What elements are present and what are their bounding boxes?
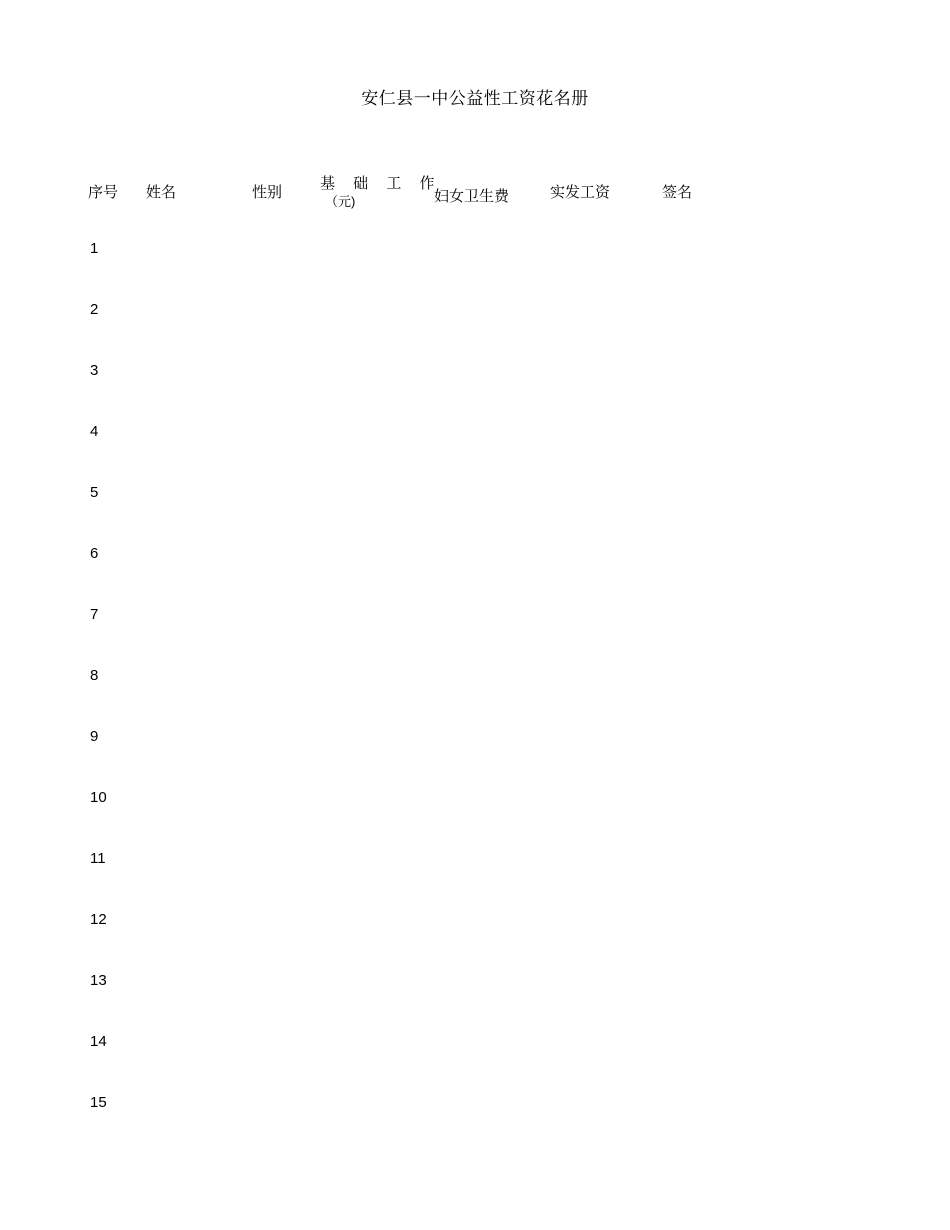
row-seq: 8: [90, 667, 99, 684]
column-header-base-wage: [320, 175, 440, 211]
row-seq: 10: [90, 789, 107, 806]
column-header-name: 姓名: [146, 184, 177, 201]
row-seq: 14: [90, 1033, 107, 1050]
table-row: [88, 789, 708, 850]
table-row: [88, 484, 708, 545]
row-seq: 12: [90, 911, 107, 928]
column-header-seq: 序号: [88, 184, 119, 201]
table-row: [88, 911, 708, 972]
table-row: [88, 240, 708, 301]
row-seq: 9: [90, 728, 99, 745]
table-row: [88, 667, 708, 728]
row-seq: 3: [90, 362, 99, 379]
column-header-sex: 性别: [252, 184, 283, 201]
table-row: [88, 423, 708, 484]
column-header-base-wage-line2: （元): [325, 194, 356, 209]
row-seq: 15: [90, 1094, 107, 1111]
page-title: 安仁县一中公益性工资花名册: [361, 89, 589, 108]
table-row: [88, 850, 708, 911]
column-header-signature: 签名: [662, 184, 693, 201]
row-seq: 2: [90, 301, 99, 318]
row-seq: 7: [90, 606, 99, 623]
table-row: [88, 972, 708, 1033]
row-seq: 13: [90, 972, 107, 989]
row-seq: 6: [90, 545, 99, 562]
table-row: [88, 606, 708, 667]
column-header-female-hygiene: 妇女卫生费: [434, 188, 510, 205]
table-row: [88, 545, 708, 606]
row-seq: 5: [90, 484, 99, 501]
column-header-base-wage-line1: 基 础 工 作: [320, 175, 442, 192]
table-row: [88, 1094, 708, 1155]
row-seq: 1: [90, 240, 99, 257]
table-body: [88, 240, 708, 1155]
row-seq: 4: [90, 423, 99, 440]
table-row: [88, 301, 708, 362]
column-header-actual-pay: 实发工资: [550, 184, 611, 201]
table-row: [88, 728, 708, 789]
table-row: [88, 362, 708, 423]
table-header-row: [88, 170, 708, 214]
row-seq: 11: [90, 850, 106, 867]
table-row: [88, 1033, 708, 1094]
payroll-table: [88, 170, 708, 1155]
